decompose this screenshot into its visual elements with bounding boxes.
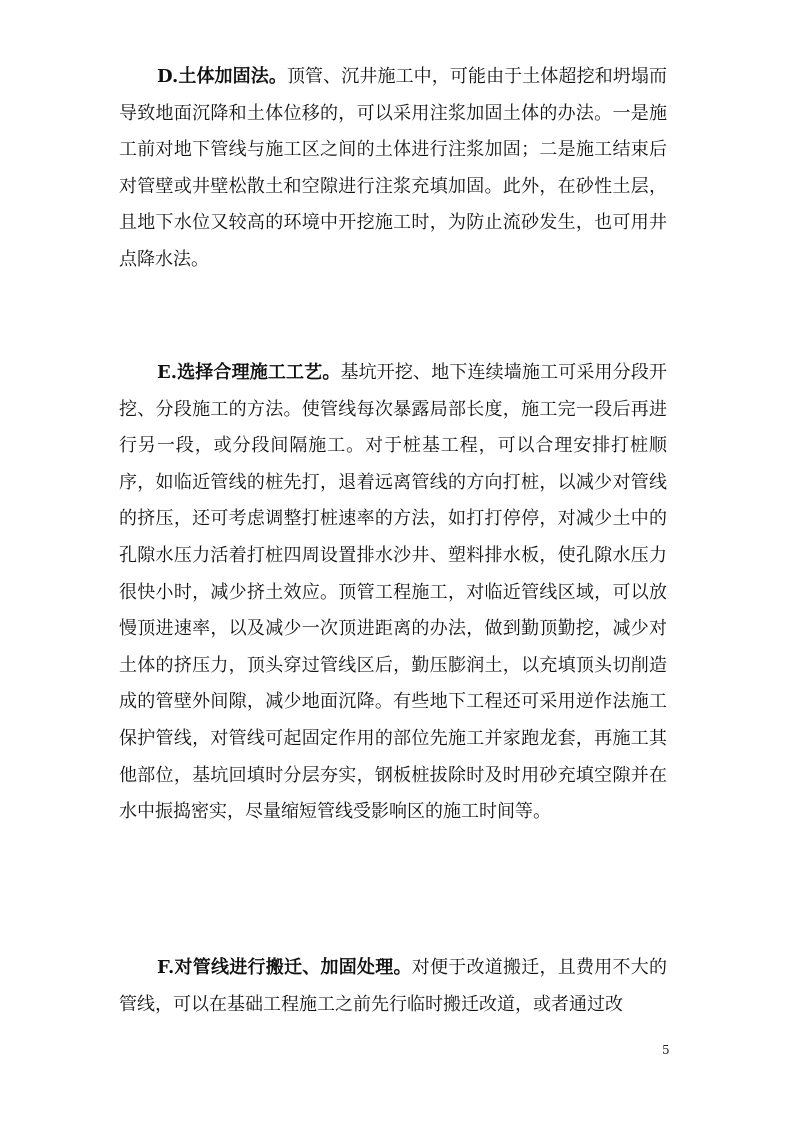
paragraph-pipeline-relocation — [119, 950, 667, 1023]
paragraph-body: 顶管、沉井施工中，可能由于土体超挖和坍塌而导致地面沉降和土体位移的，可以采用注浆加固土体的办法。一是施工前对地下管线与施工区之间的土体进行注浆加固；二是施工结束后对管壁或井壁松散土和空隙进行注浆充填加固。此外，在砂性土层，且地下水位又较高的环境中开挖施工时，为防止流砂发生，也可用井点降水法。 — [119, 66, 667, 270]
paragraph-body: 对便于改道搬迁，且费用不大的管线，可以在基础工程施工之前先行临时搬迁改道，或者通过改 — [119, 957, 668, 1015]
paragraph-soil-reinforcement — [119, 59, 667, 279]
paragraph-construction-process — [119, 355, 667, 831]
paragraph-heading: F.对管线进行搬迁、加固处理。 — [157, 957, 412, 978]
paragraph-body: 基坑开挖、地下连续墙施工可采用分段开挖、分段施工的方法。使管线每次暴露局部长度，施工完一段后再进行另一段，或分段间隔施工。对于桩基工程，可以合理安排打桩顺序，如临近管线的桩先打，退着远离管线的方向打桩，以减少对管线的挤压，还可考虑调整打桩速率的方法，如打打停停，对减少土中的孔隙水压力活着打桩四周设置排水沙井、塑料排水板，使孔隙水压力很快小时，减少挤土效应。顶管工程施工，对临近管线区域，可以放慢顶进速率，以及减少一次顶进距离的办法，做到勤顶勤挖，减少对土体的挤压力，顶头穿过管线区后，勤压膨润土，以充填顶头切削造成的管壁外间隙，减少地面沉降。有些地下工程还可采用逆作法施工保护管线，对管线可起固定作用的部位先施工并家跑龙套，再施工其他部位，基坑回填时分层夯实，钢板桩拔除时及时用砂充填空隙并在水中振捣密实，尽量缩短管线受影响区的施工时间等。 — [119, 362, 667, 823]
page-number: 5 — [662, 1043, 670, 1057]
paragraph-heading: E.选择合理施工工艺。 — [157, 362, 341, 383]
paragraph-heading: D.土体加固法。 — [157, 66, 287, 87]
